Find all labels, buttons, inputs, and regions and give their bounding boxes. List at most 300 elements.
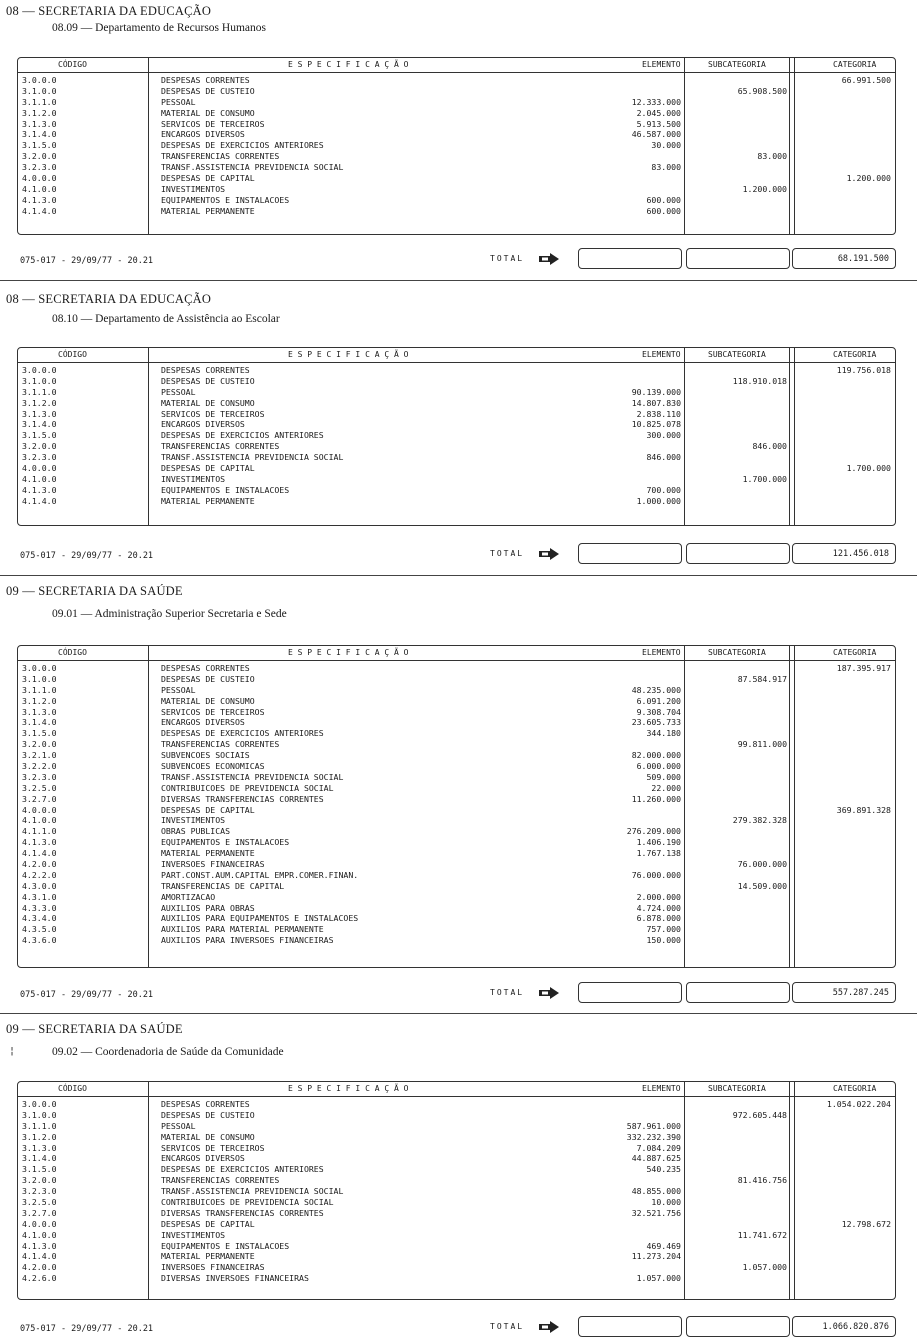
categoria-cell: 369.891.328: [836, 804, 891, 815]
total-elemento-box: [578, 982, 682, 1003]
header-divider: [18, 1096, 895, 1097]
subcategoria-cell: 11.741.672: [737, 1229, 787, 1240]
elemento-cell: 1.000.000: [636, 495, 681, 506]
codigo-cell: 3.1.5.0: [22, 140, 57, 151]
codigo-cell: 3.0.0.0: [22, 663, 57, 673]
table-row: [18, 387, 895, 398]
subcategoria-cell: 81.416.756: [737, 1175, 787, 1186]
especificacao-cell: TRANSF.ASSISTENCIA PREVIDENCIA SOCIAL: [161, 452, 344, 463]
subcategoria-cell: 972.605.448: [732, 1109, 787, 1120]
especificacao-cell: DESPESAS DE CAPITAL: [161, 804, 255, 815]
especificacao-cell: MATERIAL DE CONSUMO: [161, 107, 255, 118]
especificacao-cell: INVERSOES FINANCEIRAS: [161, 859, 265, 870]
table-row: [18, 794, 895, 805]
elemento-cell: 469.469: [646, 1240, 681, 1251]
especificacao-cell: INVESTIMENTOS: [161, 815, 226, 826]
codigo-cell: 3.1.2.0: [22, 397, 57, 408]
total-subcategoria-box: [686, 248, 790, 269]
table-row: [18, 1143, 895, 1154]
header-categoria: CATEGORIA: [833, 60, 877, 69]
especificacao-cell: SERVICOS DE TERCEIROS: [161, 118, 265, 129]
codigo-cell: 4.2.0.0: [22, 1262, 57, 1273]
table-row: [18, 129, 895, 140]
categoria-cell: 1.700.000: [846, 463, 891, 474]
subcategoria-cell: 1.700.000: [742, 473, 787, 484]
codigo-cell: 4.3.1.0: [22, 891, 57, 902]
table-row: [18, 761, 895, 772]
table-row: [18, 1230, 895, 1241]
codigo-cell: 3.1.5.0: [22, 1164, 57, 1175]
especificacao-cell: EQUIPAMENTOS E INSTALACOES: [161, 1240, 290, 1251]
table-row: [18, 783, 895, 794]
codigo-cell: 3.2.7.0: [22, 793, 57, 804]
header-codigo: CÓDIGO: [58, 648, 87, 657]
codigo-cell: 4.3.5.0: [22, 924, 57, 935]
codigo-cell: 3.1.3.0: [22, 1142, 57, 1153]
codigo-cell: 3.2.0.0: [22, 151, 57, 162]
elemento-cell: 344.180: [646, 728, 681, 739]
especificacao-cell: CONTRIBUICOES DE PREVIDENCIA SOCIAL: [161, 1197, 334, 1208]
codigo-cell: 3.1.2.0: [22, 1131, 57, 1142]
categoria-cell: 187.395.917: [836, 663, 891, 673]
especificacao-cell: SERVICOS DE TERCEIROS: [161, 706, 265, 717]
elemento-cell: 4.724.000: [636, 902, 681, 913]
especificacao-cell: AUXILIOS PARA INVERSOES FINANCEIRAS: [161, 935, 334, 946]
arrow-right-icon: [538, 1320, 560, 1334]
elemento-cell: 2.000.000: [636, 891, 681, 902]
especificacao-cell: MATERIAL DE CONSUMO: [161, 397, 255, 408]
subcategoria-cell: 87.584.917: [737, 673, 787, 684]
especificacao-cell: SUBVENCOES ECONOMICAS: [161, 761, 265, 772]
separator-rule: [0, 1013, 917, 1014]
header-codigo: CÓDIGO: [58, 350, 87, 359]
codigo-cell: 3.2.3.0: [22, 162, 57, 173]
total-label: TOTAL: [490, 988, 525, 997]
elemento-cell: 76.000.000: [631, 869, 681, 880]
elemento-cell: 7.084.209: [636, 1142, 681, 1153]
elemento-cell: 48.235.000: [631, 684, 681, 695]
codigo-cell: 3.2.3.0: [22, 1186, 57, 1197]
table-row: [18, 162, 895, 173]
table-row: [18, 1132, 895, 1143]
codigo-cell: 4.1.3.0: [22, 837, 57, 848]
especificacao-cell: DESPESAS DE CUSTEIO: [161, 1109, 255, 1120]
table-row: [18, 663, 895, 674]
table-row: [18, 674, 895, 685]
especificacao-cell: DESPESAS DE CUSTEIO: [161, 85, 255, 96]
header-codigo: CÓDIGO: [58, 1084, 87, 1093]
codigo-cell: 3.1.3.0: [22, 408, 57, 419]
table-row: [18, 97, 895, 108]
elemento-cell: 32.521.756: [631, 1207, 681, 1218]
especificacao-cell: TRANSFERENCIAS CORRENTES: [161, 441, 280, 452]
table-row: [18, 924, 895, 935]
separator-rule: [0, 280, 917, 281]
total-subcategoria-box: [686, 1316, 790, 1337]
especificacao-cell: PESSOAL: [161, 1120, 196, 1131]
table-row: [18, 848, 895, 859]
codigo-cell: 4.2.0.0: [22, 859, 57, 870]
header-elemento: ELEMENTO: [642, 648, 681, 657]
especificacao-cell: DESPESAS DE CUSTEIO: [161, 375, 255, 386]
total-categoria-box: 68.191.500: [792, 248, 896, 269]
table-row: [18, 805, 895, 816]
codigo-cell: 4.1.4.0: [22, 495, 57, 506]
especificacao-cell: TRANSFERENCIAS DE CAPITAL: [161, 880, 285, 891]
elemento-cell: 846.000: [646, 452, 681, 463]
codigo-cell: 4.1.3.0: [22, 484, 57, 495]
elemento-cell: 14.807.830: [631, 397, 681, 408]
section-subheading: 08.10 — Departamento de Assistência ao Escolar: [52, 313, 280, 325]
codigo-cell: 3.0.0.0: [22, 75, 57, 85]
header-subcategoria: SUBCATEGORIA: [708, 350, 766, 359]
especificacao-cell: DESPESAS DE EXERCICIOS ANTERIORES: [161, 1164, 324, 1175]
table-footer: [0, 543, 917, 567]
especificacao-cell: AUXILIOS PARA OBRAS: [161, 902, 255, 913]
total-label: TOTAL: [490, 549, 525, 558]
elemento-cell: 9.308.704: [636, 706, 681, 717]
subcategoria-cell: 118.910.018: [732, 375, 787, 386]
header-especificacao: E S P E C I F I C A Ç Ã O: [288, 60, 409, 69]
elemento-cell: 90.139.000: [631, 386, 681, 397]
categoria-cell: 119.756.018: [836, 365, 891, 375]
codigo-cell: 4.1.0.0: [22, 1229, 57, 1240]
table-row: [18, 108, 895, 119]
especificacao-cell: SERVICOS DE TERCEIROS: [161, 408, 265, 419]
codigo-cell: 4.3.3.0: [22, 902, 57, 913]
table-header: [18, 58, 895, 72]
especificacao-cell: DESPESAS DE EXERCICIOS ANTERIORES: [161, 140, 324, 151]
elemento-cell: 48.855.000: [631, 1186, 681, 1197]
especificacao-cell: EQUIPAMENTOS E INSTALACOES: [161, 484, 290, 495]
codigo-cell: 4.1.0.0: [22, 815, 57, 826]
table-row: [18, 452, 895, 463]
codigo-cell: 3.2.5.0: [22, 1197, 57, 1208]
elemento-cell: 300.000: [646, 430, 681, 441]
separator-rule: [0, 575, 917, 576]
table-row: [18, 859, 895, 870]
table-row: [18, 441, 895, 452]
table-row: [18, 419, 895, 430]
especificacao-cell: PESSOAL: [161, 684, 196, 695]
codigo-cell: 4.3.6.0: [22, 935, 57, 946]
header-divider: [18, 362, 895, 363]
table-row: [18, 935, 895, 946]
subcategoria-cell: 76.000.000: [737, 859, 787, 870]
table-row: [18, 1121, 895, 1132]
header-divider: [18, 660, 895, 661]
categoria-cell: 12.798.672: [841, 1218, 891, 1229]
elemento-cell: 23.605.733: [631, 717, 681, 728]
especificacao-cell: ENCARGOS DIVERSOS: [161, 1153, 245, 1164]
section-heading: 08 — SECRETARIA DA EDUCAÇÃO: [6, 292, 212, 306]
table-row: [18, 728, 895, 739]
header-elemento: ELEMENTO: [642, 60, 681, 69]
codigo-cell: 3.2.1.0: [22, 750, 57, 761]
total-elemento-box: [578, 543, 682, 564]
especificacao-cell: AMORTIZACAO: [161, 891, 216, 902]
total-categoria-box: 557.287.245: [792, 982, 896, 1003]
table-row: [18, 463, 895, 474]
codigo-cell: 4.1.3.0: [22, 194, 57, 205]
especificacao-cell: MATERIAL PERMANENTE: [161, 848, 255, 859]
table-row: [18, 398, 895, 409]
elemento-cell: 11.260.000: [631, 793, 681, 804]
elemento-cell: 2.838.110: [636, 408, 681, 419]
elemento-cell: 600.000: [646, 194, 681, 205]
table-row: [18, 1186, 895, 1197]
especificacao-cell: DESPESAS DE CAPITAL: [161, 1218, 255, 1229]
budget-table: [17, 347, 896, 526]
codigo-cell: 3.1.1.0: [22, 684, 57, 695]
table-row: [18, 826, 895, 837]
table-row: [18, 206, 895, 217]
budget-table: [17, 645, 896, 968]
subcategoria-cell: 279.382.328: [732, 815, 787, 826]
subcategoria-cell: 14.509.000: [737, 880, 787, 891]
elemento-cell: 1.767.138: [636, 848, 681, 859]
especificacao-cell: TRANSFERENCIAS CORRENTES: [161, 739, 280, 750]
table-row: [18, 1099, 895, 1110]
header-codigo: CÓDIGO: [58, 60, 87, 69]
elemento-cell: 587.961.000: [626, 1120, 681, 1131]
section-heading: 09 — SECRETARIA DA SAÚDE: [6, 584, 183, 598]
especificacao-cell: ENCARGOS DIVERSOS: [161, 419, 245, 430]
table-row: [18, 184, 895, 195]
total-subcategoria-box: [686, 543, 790, 564]
header-elemento: ELEMENTO: [642, 350, 681, 359]
codigo-cell: 3.2.5.0: [22, 782, 57, 793]
table-row: [18, 173, 895, 184]
codigo-cell: 4.3.4.0: [22, 913, 57, 924]
footer-code: 075-017 - 29/09/77 - 20.21: [20, 1324, 154, 1334]
categoria-cell: 66.991.500: [841, 75, 891, 85]
total-subcategoria-box: [686, 982, 790, 1003]
elemento-cell: 540.235: [646, 1164, 681, 1175]
elemento-cell: 30.000: [651, 140, 681, 151]
codigo-cell: 3.1.4.0: [22, 129, 57, 140]
especificacao-cell: MATERIAL DE CONSUMO: [161, 1131, 255, 1142]
especificacao-cell: DESPESAS DE EXERCICIOS ANTERIORES: [161, 430, 324, 441]
codigo-cell: 3.1.0.0: [22, 375, 57, 386]
especificacao-cell: INVERSOES FINANCEIRAS: [161, 1262, 265, 1273]
table-row: [18, 365, 895, 376]
especificacao-cell: CONTRIBUICOES DE PREVIDENCIA SOCIAL: [161, 782, 334, 793]
codigo-cell: 4.1.4.0: [22, 205, 57, 216]
table-body: [18, 663, 895, 946]
table-footer: [0, 248, 917, 272]
codigo-cell: 4.1.4.0: [22, 1251, 57, 1262]
elemento-cell: 83.000: [651, 162, 681, 173]
codigo-cell: 4.0.0.0: [22, 173, 57, 184]
header-especificacao: E S P E C I F I C A Ç Ã O: [288, 350, 409, 359]
footer-code: 075-017 - 29/09/77 - 20.21: [20, 990, 154, 1000]
codigo-cell: 4.1.0.0: [22, 473, 57, 484]
especificacao-cell: TRANSF.ASSISTENCIA PREVIDENCIA SOCIAL: [161, 162, 344, 173]
codigo-cell: 3.1.5.0: [22, 430, 57, 441]
elemento-cell: 44.887.625: [631, 1153, 681, 1164]
header-categoria: CATEGORIA: [833, 1084, 877, 1093]
codigo-cell: 4.1.4.0: [22, 848, 57, 859]
especificacao-cell: TRANSF.ASSISTENCIA PREVIDENCIA SOCIAL: [161, 1186, 344, 1197]
table-row: [18, 1273, 895, 1284]
subcategoria-cell: 99.811.000: [737, 739, 787, 750]
especificacao-cell: MATERIAL PERMANENTE: [161, 205, 255, 216]
especificacao-cell: INVESTIMENTOS: [161, 473, 226, 484]
table-footer: [0, 982, 917, 1006]
elemento-cell: 757.000: [646, 924, 681, 935]
section-subheading: 09.01 — Administração Superior Secretaria e Sede: [52, 608, 287, 620]
header-categoria: CATEGORIA: [833, 648, 877, 657]
codigo-cell: 3.1.2.0: [22, 107, 57, 118]
codigo-cell: 3.2.7.0: [22, 1207, 57, 1218]
elemento-cell: 6.091.200: [636, 695, 681, 706]
table-row: [18, 837, 895, 848]
elemento-cell: 11.273.204: [631, 1251, 681, 1262]
especificacao-cell: DESPESAS DE CUSTEIO: [161, 673, 255, 684]
header-subcategoria: SUBCATEGORIA: [708, 60, 766, 69]
especificacao-cell: DESPESAS CORRENTES: [161, 663, 250, 673]
table-row: [18, 815, 895, 826]
especificacao-cell: SERVICOS DE TERCEIROS: [161, 1142, 265, 1153]
especificacao-cell: DIVERSAS INVERSOES FINANCEIRAS: [161, 1273, 309, 1284]
elemento-cell: 2.045.000: [636, 107, 681, 118]
especificacao-cell: PESSOAL: [161, 386, 196, 397]
table-row: [18, 151, 895, 162]
especificacao-cell: INVESTIMENTOS: [161, 1229, 226, 1240]
especificacao-cell: DIVERSAS TRANSFERENCIAS CORRENTES: [161, 1207, 324, 1218]
especificacao-cell: DESPESAS DE CAPITAL: [161, 463, 255, 474]
codigo-cell: 3.1.1.0: [22, 96, 57, 107]
table-row: [18, 119, 895, 130]
table-row: [18, 1241, 895, 1252]
total-label: TOTAL: [490, 1322, 525, 1331]
table-row: [18, 1197, 895, 1208]
total-elemento-box: [578, 1316, 682, 1337]
codigo-cell: 3.0.0.0: [22, 365, 57, 375]
table-row: [18, 1208, 895, 1219]
subcategoria-cell: 1.200.000: [742, 183, 787, 194]
table-row: [18, 1251, 895, 1262]
table-row: [18, 892, 895, 903]
subcategoria-cell: 65.908.500: [737, 85, 787, 96]
elemento-cell: 10.825.078: [631, 419, 681, 430]
especificacao-cell: AUXILIOS PARA EQUIPAMENTOS E INSTALACOES: [161, 913, 359, 924]
categoria-cell: 1.200.000: [846, 173, 891, 184]
elemento-cell: 700.000: [646, 484, 681, 495]
codigo-cell: 4.2.6.0: [22, 1273, 57, 1284]
elemento-cell: 509.000: [646, 771, 681, 782]
especificacao-cell: DESPESAS CORRENTES: [161, 1099, 250, 1109]
footer-code: 075-017 - 29/09/77 - 20.21: [20, 551, 154, 561]
codigo-cell: 3.1.1.0: [22, 386, 57, 397]
especificacao-cell: AUXILIOS PARA MATERIAL PERMANENTE: [161, 924, 324, 935]
table-row: [18, 1110, 895, 1121]
codigo-cell: 4.1.0.0: [22, 183, 57, 194]
table-body: [18, 1099, 895, 1284]
subcategoria-cell: 1.057.000: [742, 1262, 787, 1273]
table-row: [18, 717, 895, 728]
especificacao-cell: DESPESAS CORRENTES: [161, 365, 250, 375]
elemento-cell: 150.000: [646, 935, 681, 946]
codigo-cell: 4.0.0.0: [22, 463, 57, 474]
header-divider: [18, 72, 895, 73]
table-row: [18, 881, 895, 892]
header-elemento: ELEMENTO: [642, 1084, 681, 1093]
especificacao-cell: TRANSF.ASSISTENCIA PREVIDENCIA SOCIAL: [161, 771, 344, 782]
margin-mark: ¦: [9, 1046, 16, 1057]
especificacao-cell: ENCARGOS DIVERSOS: [161, 129, 245, 140]
table-row: [18, 1262, 895, 1273]
codigo-cell: 3.2.0.0: [22, 739, 57, 750]
arrow-right-icon: [538, 252, 560, 266]
subcategoria-cell: 83.000: [757, 151, 787, 162]
elemento-cell: 22.000: [651, 782, 681, 793]
elemento-cell: 12.333.000: [631, 96, 681, 107]
header-subcategoria: SUBCATEGORIA: [708, 1084, 766, 1093]
especificacao-cell: TRANSFERENCIAS CORRENTES: [161, 1175, 280, 1186]
especificacao-cell: OBRAS PUBLICAS: [161, 826, 231, 837]
especificacao-cell: EQUIPAMENTOS E INSTALACOES: [161, 837, 290, 848]
arrow-right-icon: [538, 547, 560, 561]
codigo-cell: 3.2.3.0: [22, 771, 57, 782]
codigo-cell: 3.2.0.0: [22, 1175, 57, 1186]
header-categoria: CATEGORIA: [833, 350, 877, 359]
especificacao-cell: DESPESAS DE CAPITAL: [161, 173, 255, 184]
table-row: [18, 739, 895, 750]
especificacao-cell: MATERIAL PERMANENTE: [161, 495, 255, 506]
especificacao-cell: EQUIPAMENTOS E INSTALACOES: [161, 194, 290, 205]
codigo-cell: 3.1.3.0: [22, 118, 57, 129]
elemento-cell: 46.587.000: [631, 129, 681, 140]
especificacao-cell: SUBVENCOES SOCIAIS: [161, 750, 250, 761]
especificacao-cell: DESPESAS DE EXERCICIOS ANTERIORES: [161, 728, 324, 739]
elemento-cell: 276.209.000: [626, 826, 681, 837]
codigo-cell: 3.1.4.0: [22, 1153, 57, 1164]
table-row: [18, 195, 895, 206]
especificacao-cell: TRANSFERENCIAS CORRENTES: [161, 151, 280, 162]
codigo-cell: 3.1.0.0: [22, 1109, 57, 1120]
especificacao-cell: PART.CONST.AUM.CAPITAL EMPR.COMER.FINAN.: [161, 869, 359, 880]
table-header: [18, 348, 895, 362]
especificacao-cell: DIVERSAS TRANSFERENCIAS CORRENTES: [161, 793, 324, 804]
table-row: [18, 870, 895, 881]
elemento-cell: 6.878.000: [636, 913, 681, 924]
budget-table: [17, 1081, 896, 1300]
total-elemento-box: [578, 248, 682, 269]
header-especificacao: E S P E C I F I C A Ç Ã O: [288, 1084, 409, 1093]
codigo-cell: 4.1.3.0: [22, 1240, 57, 1251]
table-row: [18, 1164, 895, 1175]
table-row: [18, 430, 895, 441]
header-subcategoria: SUBCATEGORIA: [708, 648, 766, 657]
total-categoria-box: 121.456.018: [792, 543, 896, 564]
elemento-cell: 332.232.390: [626, 1131, 681, 1142]
subcategoria-cell: 846.000: [752, 441, 787, 452]
section-subheading: 08.09 — Departamento de Recursos Humanos: [52, 22, 266, 34]
elemento-cell: 10.000: [651, 1197, 681, 1208]
codigo-cell: 3.0.0.0: [22, 1099, 57, 1109]
especificacao-cell: ENCARGOS DIVERSOS: [161, 717, 245, 728]
table-row: [18, 409, 895, 420]
codigo-cell: 4.3.0.0: [22, 880, 57, 891]
table-row: [18, 750, 895, 761]
section-heading: 08 — SECRETARIA DA EDUCAÇÃO: [6, 4, 212, 18]
table-row: [18, 140, 895, 151]
table-row: [18, 685, 895, 696]
table-row: [18, 903, 895, 914]
especificacao-cell: MATERIAL DE CONSUMO: [161, 695, 255, 706]
